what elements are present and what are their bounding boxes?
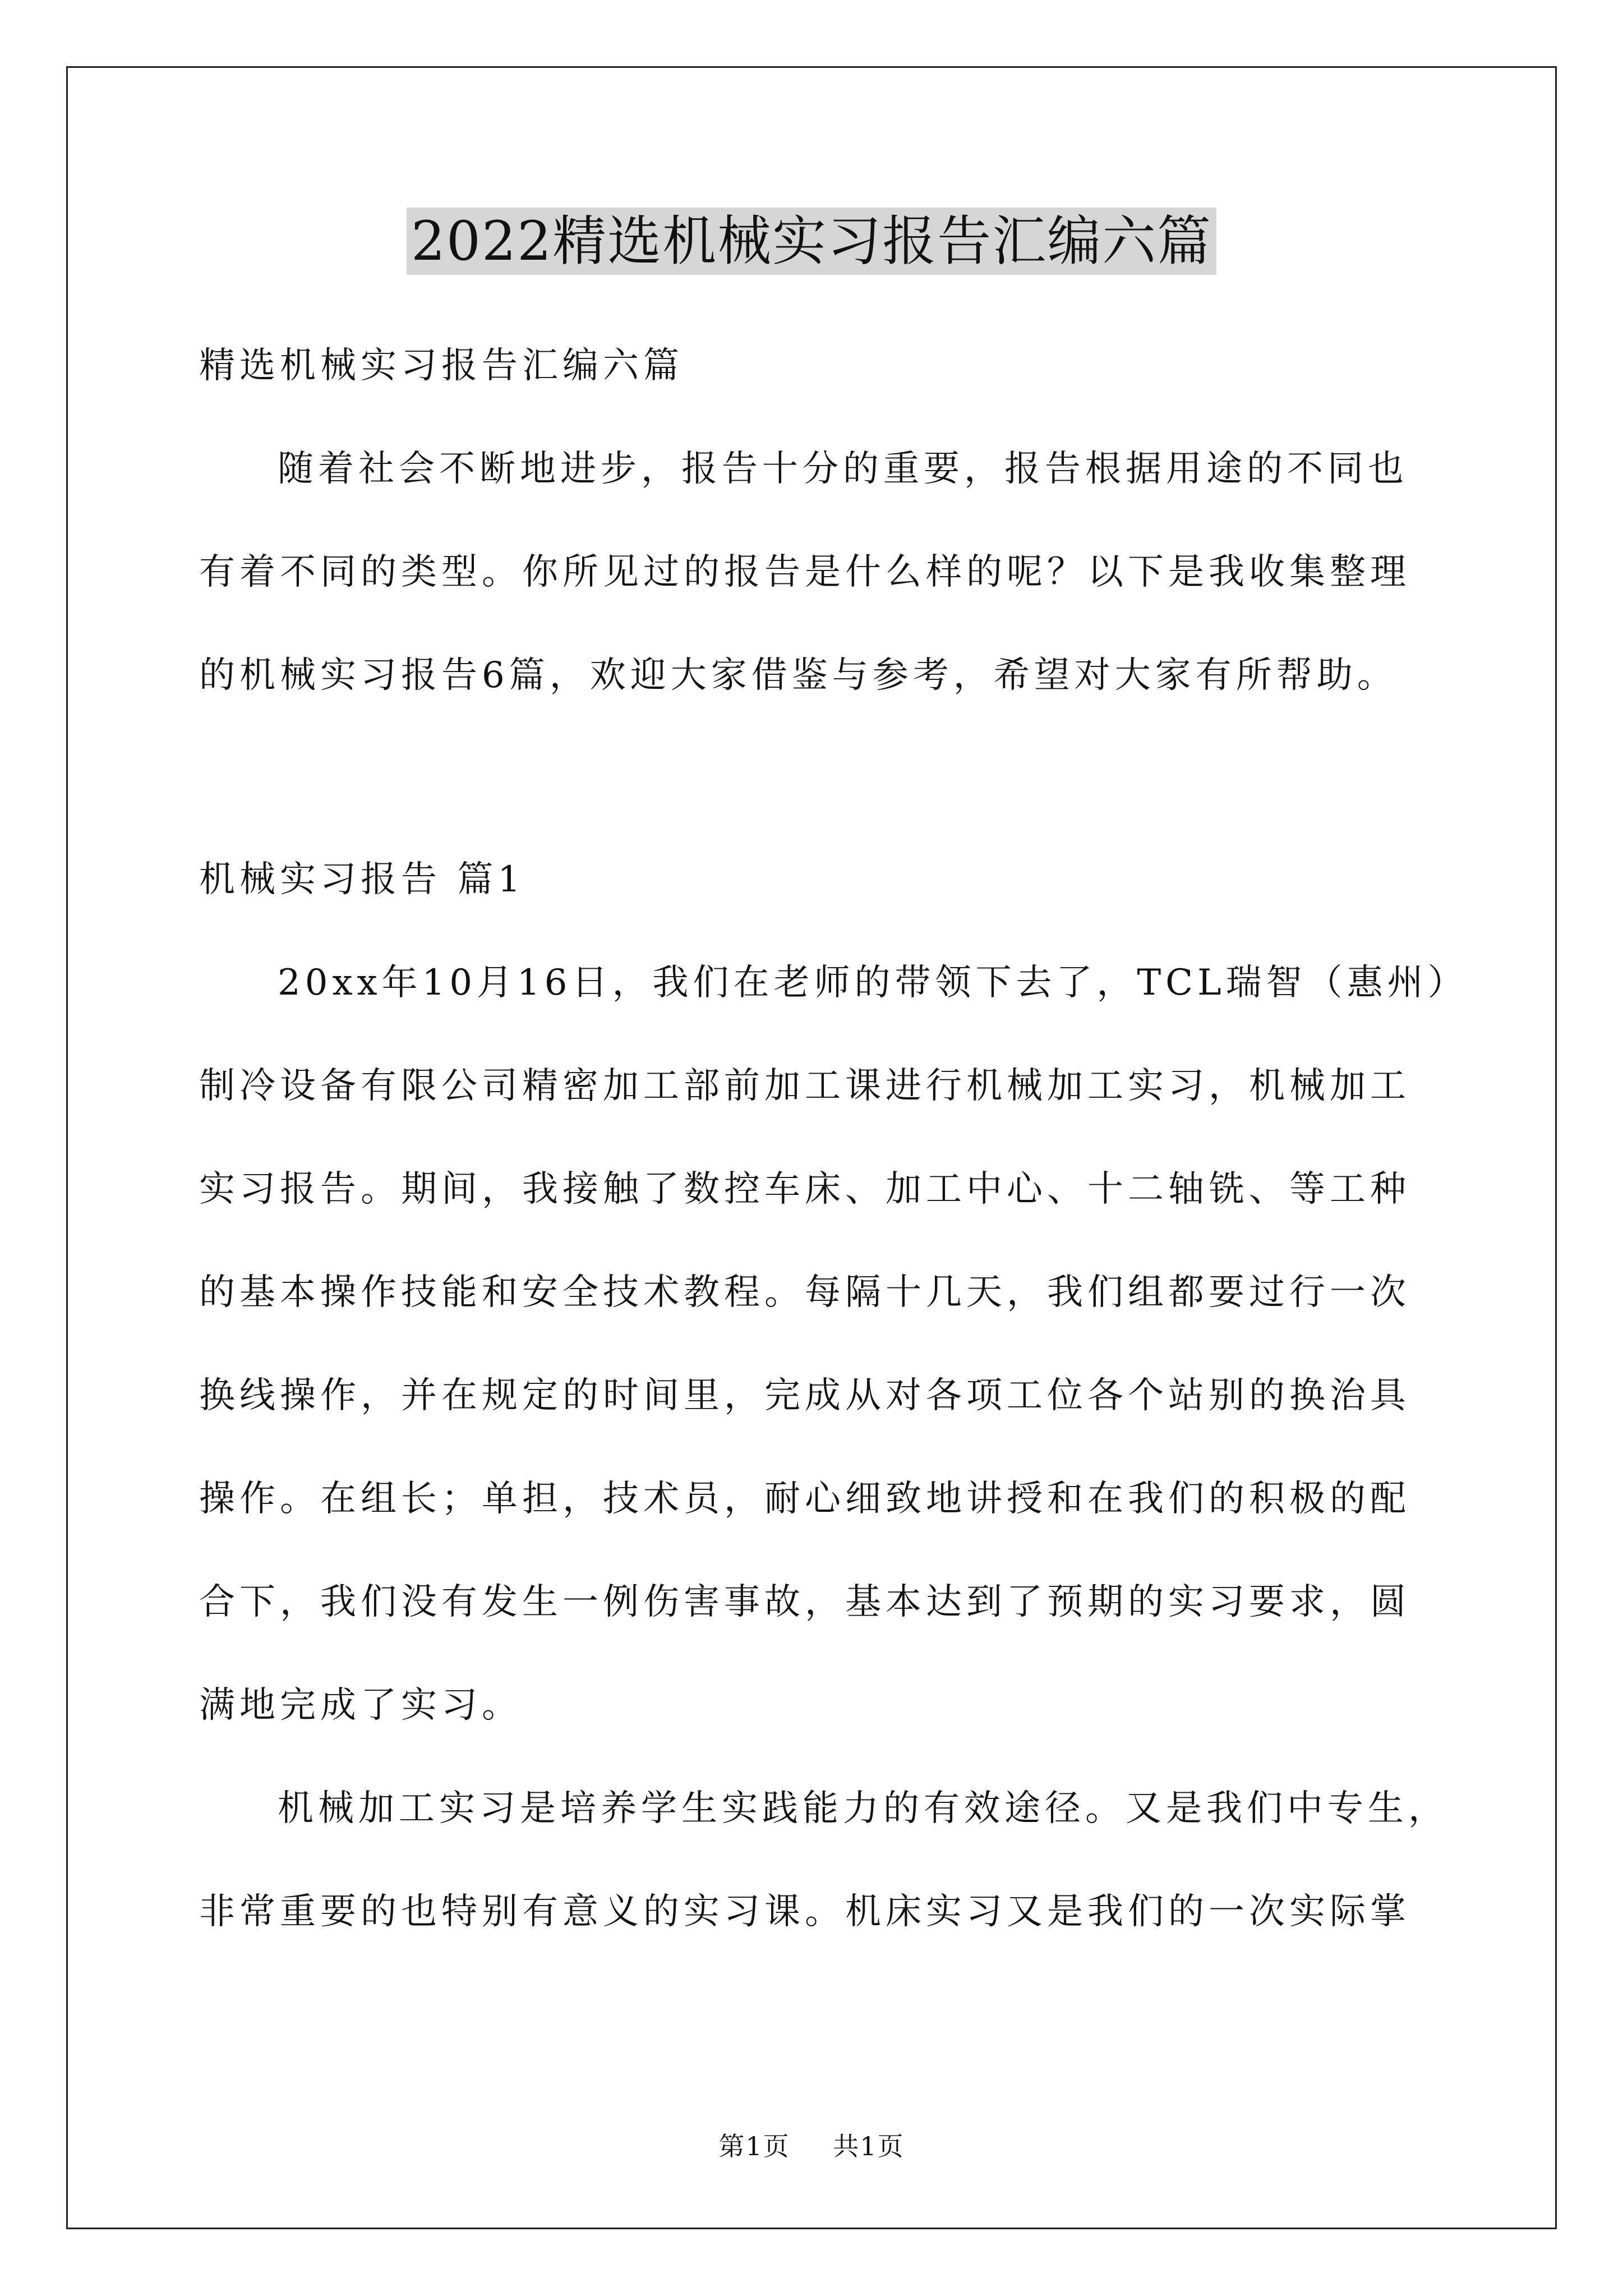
document-title-block [0,202,1623,280]
paragraph-line: 机械加工实习是培养学生实践能力的有效途径。又是我们中专生， [278,1788,1449,1829]
document-subtitle: 精选机械实习报告汇编六篇 [199,345,684,386]
page-footer [0,2126,1623,2163]
paragraph-line: 换线操作，并在规定的时间里，完成从对各项工位各个站别的换治具 [199,1375,1410,1416]
paragraph-line: 实习报告。期间，我接触了数控车床、加工中心、十二轴铣、等工种 [199,1168,1410,1210]
paragraph-line: 非常重要的也特别有意义的实习课。机床实习又是我们的一次实际掌 [199,1891,1410,1932]
page-total: 共1页 [833,2131,905,2161]
paragraph-line: 20xx年10月16日，我们在老师的带领下去了，TCL瑞智（惠州） [278,962,1468,1004]
section-heading: 机械实习报告 篇1 [199,859,525,900]
document-body [199,314,1468,1963]
intro-line: 随着社会不断地进步，报告十分的重要，报告根据用途的不同也 [278,448,1408,490]
page-number: 第1页 [718,2131,790,2161]
paragraph-line: 的基本操作技能和安全技术教程。每隔十几天，我们组都要过行一次 [199,1272,1410,1313]
paragraph-line: 合下，我们没有发生一例伤害事故，基本达到了预期的实习要求，圆 [199,1581,1410,1623]
intro-line: 有着不同的类型。你所见过的报告是什么样的呢？以下是我收集整理 [199,551,1410,593]
intro-line: 的机械实习报告6篇，欢迎大家借鉴与参考，希望对大家有所帮助。 [199,655,1398,696]
paragraph-line: 制冷设备有限公司精密加工部前加工课进行机械加工实习，机械加工 [199,1065,1410,1107]
section-spacer [199,727,1433,828]
paragraph-line: 满地完成了实习。 [199,1685,522,1726]
document-title: 2022精选机械实习报告汇编六篇 [407,208,1216,275]
paragraph-line: 操作。在组长；单担，技术员，耐心细致地讲授和在我们的积极的配 [199,1478,1410,1520]
